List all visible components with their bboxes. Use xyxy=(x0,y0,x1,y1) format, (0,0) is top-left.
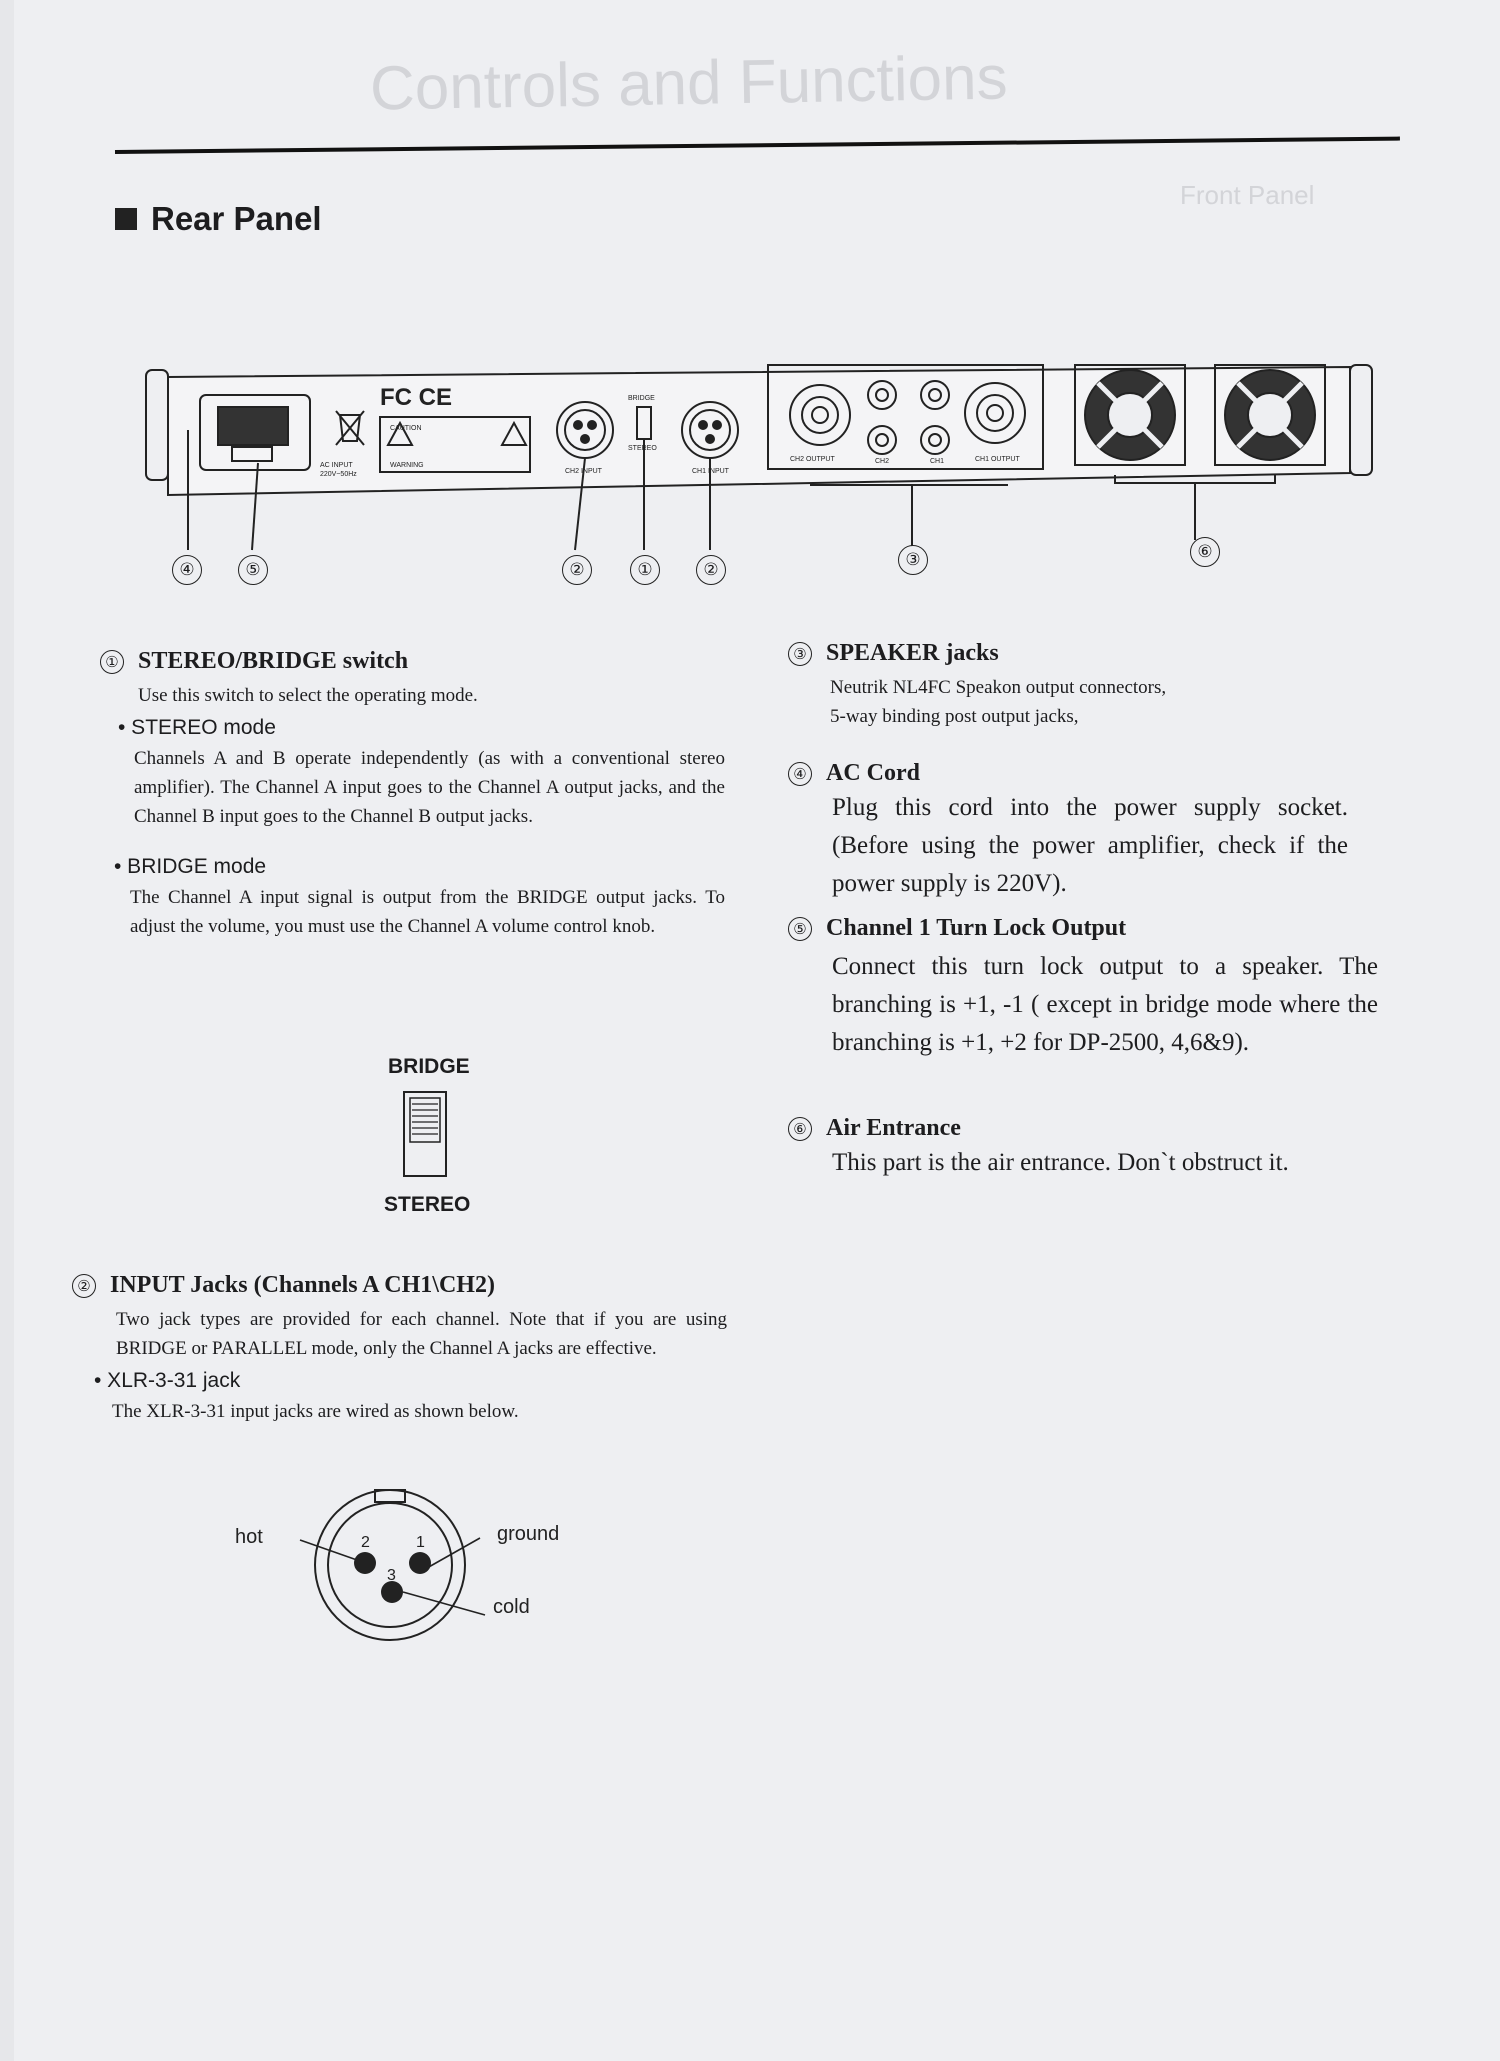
ch2-output-label: CH2 OUTPUT xyxy=(790,456,835,463)
input-jacks-section xyxy=(72,1272,727,1426)
bridge-mode-label: • BRIDGE mode xyxy=(114,855,267,878)
ac-input-label: AC INPUT xyxy=(320,462,353,469)
bridge-mode-text: The Channel A input signal is output from the BRIDGE output jacks. To adjust the volume, you must use the Channel A volume control knob. xyxy=(130,887,725,937)
number-4-icon: ④ xyxy=(788,762,812,786)
ac-cord-title: AC Cord xyxy=(826,760,920,786)
input-jacks-title: INPUT Jacks (Channels A CH1\CH2) xyxy=(110,1272,495,1298)
air-entrance-text: This part is the air entrance. Don`t obstruct it. xyxy=(832,1149,1289,1176)
leader-6 xyxy=(1115,475,1275,540)
callout-4: ④ xyxy=(172,555,202,585)
xlr-wiring-figure xyxy=(235,1480,595,1650)
turn-lock-heading xyxy=(788,915,1378,942)
ac-cord-heading xyxy=(788,760,1348,787)
leader-3 xyxy=(810,485,1008,550)
speaker-jacks-title: SPEAKER jacks xyxy=(826,640,999,666)
section-title-text: Rear Panel xyxy=(151,200,322,237)
speaker-line-2: 5-way binding post output jacks, xyxy=(830,706,1079,727)
callout-2a: ② xyxy=(562,555,592,585)
pin-3-label: 3 xyxy=(387,1567,396,1584)
square-bullet-icon xyxy=(115,208,137,230)
ch1-input-label: CH1 INPUT xyxy=(692,468,729,475)
pin-2-label: 2 xyxy=(361,1534,370,1551)
stereo-bridge-heading xyxy=(100,648,725,675)
callout-1: ① xyxy=(630,555,660,585)
stereo-bridge-section xyxy=(100,648,725,941)
hot-label: hot xyxy=(235,1526,263,1548)
switch-figure xyxy=(400,1090,450,1180)
number-2-icon: ② xyxy=(72,1274,96,1298)
certification-marks: FC CE xyxy=(380,384,452,411)
speaker-jacks-heading xyxy=(788,640,1398,667)
ghost-title: Controls and Functions xyxy=(369,43,1009,124)
rack-ear-left xyxy=(146,370,168,480)
speaker-jacks-section xyxy=(788,640,1398,731)
number-1-icon: ① xyxy=(100,650,124,674)
ch1-output-label: CH1 OUTPUT xyxy=(975,456,1020,463)
ch2-input-label: CH2 INPUT xyxy=(565,468,602,475)
ghost-subtitle: Front Panel xyxy=(1180,180,1315,210)
ground-label: ground xyxy=(497,1523,560,1545)
turn-lock-section xyxy=(788,915,1378,1062)
callout-2b: ② xyxy=(696,555,726,585)
switch-stereo-label: STEREO xyxy=(384,1193,471,1216)
ac-volt-label: 220V~50Hz xyxy=(320,471,357,478)
warning-label: WARNING xyxy=(390,462,424,469)
ac-cord-text: Plug this cord into the power supply socket. (Before using the power amplifier, check if the power supply is 220V). xyxy=(832,794,1348,897)
callout-3: ③ xyxy=(898,545,928,575)
xlr-jack-text: The XLR-3-31 input jacks are wired as shown below. xyxy=(112,1401,519,1422)
air-entrance-heading xyxy=(788,1115,1388,1142)
stereo-bridge-title: STEREO/BRIDGE switch xyxy=(138,648,409,674)
number-6-icon: ⑥ xyxy=(788,1117,812,1141)
caution-label: CAUTION xyxy=(390,425,422,432)
air-entrance-title: Air Entrance xyxy=(826,1115,961,1141)
rack-ear-right xyxy=(1350,365,1372,475)
section-title xyxy=(115,200,322,238)
turn-lock-title: Channel 1 Turn Lock Output xyxy=(826,915,1127,941)
number-3-icon: ③ xyxy=(788,642,812,666)
cold-label: cold xyxy=(493,1596,530,1618)
ch2-label: CH2 xyxy=(875,458,890,465)
ac-cord-section xyxy=(788,760,1348,903)
input-jacks-text: Two jack types are provided for each channel. Note that if you are using BRIDGE or PARALLEL mode, only the Channel A jacks are effective. xyxy=(116,1309,727,1359)
callout-5: ⑤ xyxy=(238,555,268,585)
stereo-mode-label: • STEREO mode xyxy=(118,716,276,739)
air-entrance-section xyxy=(788,1115,1388,1182)
switch-bridge-label: BRIDGE xyxy=(388,1055,470,1078)
callout-6: ⑥ xyxy=(1190,537,1220,567)
input-jacks-heading xyxy=(72,1272,727,1299)
ch1-label: CH1 xyxy=(930,458,945,465)
stereo-bridge-intro: Use this switch to select the operating mode. xyxy=(138,685,478,706)
turn-lock-text: Connect this turn lock output to a speaker. The branching is +1, -1 ( except in bridge mode where the branching is +1, +2 for DP-2500, 4,6&9). xyxy=(832,953,1378,1056)
stereo-label: STEREO xyxy=(628,445,657,452)
bridge-label: BRIDGE xyxy=(628,395,655,402)
speaker-line-1: Neutrik NL4FC Speakon output connectors, xyxy=(830,677,1167,698)
stereo-mode-text: Channels A and B operate independently (as with a conventional stereo amplifier). The Channel A input goes to the Channel A output jacks, and the Channel B input goes to the Channel B output jacks. xyxy=(134,748,725,827)
xlr-jack-label: • XLR-3-31 jack xyxy=(94,1369,241,1392)
number-5-icon: ⑤ xyxy=(788,917,812,941)
pin-1-label: 1 xyxy=(416,1534,425,1551)
